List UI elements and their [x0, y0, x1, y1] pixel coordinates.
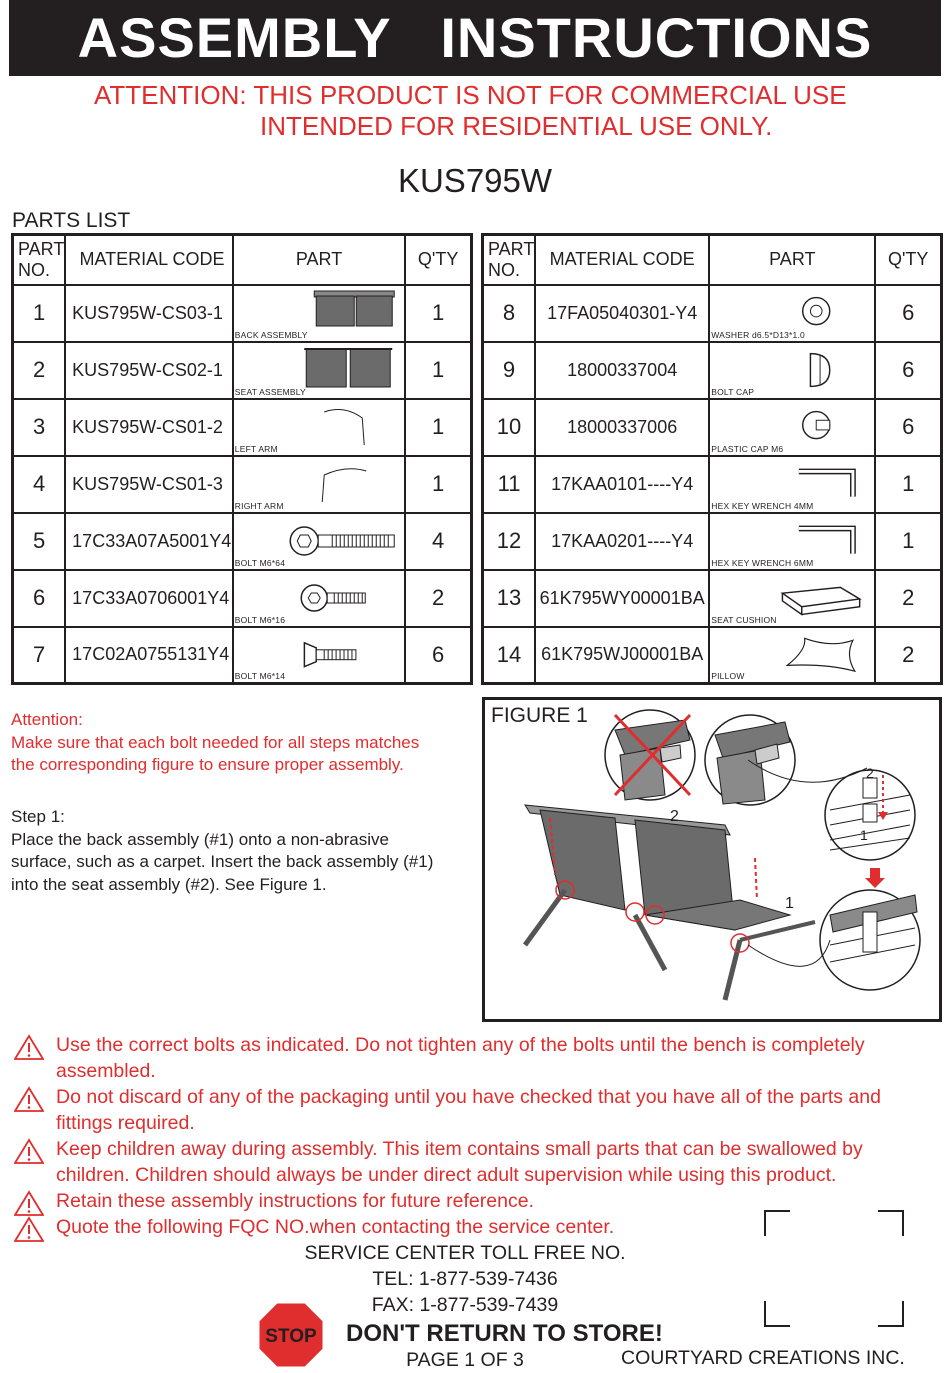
material-code: 17C33A0706001Y4 [65, 570, 233, 627]
warning-triangle-icon [14, 1190, 44, 1216]
warning-line-2: children. Children should always be under direct adult supervision while using this product. [56, 1164, 837, 1186]
step-title: Step 1: [11, 807, 65, 826]
part-no: 2 [13, 342, 66, 399]
part-cell [233, 570, 405, 627]
table-row [483, 285, 942, 342]
warnings-list [14, 1032, 919, 1240]
table-row [13, 570, 472, 627]
figure-title: FIGURE 1 [491, 704, 588, 727]
figure-1 [482, 697, 942, 1022]
part-cell [709, 342, 875, 399]
part-cell [233, 342, 405, 399]
svg-text:1: 1 [860, 827, 868, 843]
quantity: 4 [405, 513, 471, 570]
part-no: 12 [483, 513, 536, 570]
quantity: 6 [875, 399, 941, 456]
warning-line-1: Do not discard of any of the packaging until you have checked that you have all of the parts and [56, 1086, 881, 1108]
warning-item [14, 1136, 919, 1188]
part-no: 8 [483, 285, 536, 342]
material-code: 61K795WY00001BA [535, 570, 709, 627]
service-tel: TEL: 1-877-539-7436 [372, 1268, 558, 1290]
bench-assembly-illustration [485, 700, 942, 1022]
quantity: 2 [875, 570, 941, 627]
part-label: HEX KEY WRENCH 6MM [711, 557, 814, 568]
material-code: KUS795W-CS01-3 [65, 456, 233, 513]
warning-triangle-icon [14, 1216, 44, 1242]
part-no: 14 [483, 627, 536, 684]
part-cell [233, 627, 405, 684]
notice-line-2: the corresponding figure to ensure proper assembly. [11, 755, 404, 774]
inserted-detail-icon [820, 890, 920, 990]
material-code: 17FA05040301-Y4 [535, 285, 709, 342]
callout-2: 2 [670, 808, 679, 825]
wrong-detail-icon [605, 710, 695, 800]
step-line-2: surface, such as a carpet. Insert the back assembly (#1) [11, 852, 434, 871]
material-code: KUS795W-CS02-1 [65, 342, 233, 399]
parts-table-right [481, 233, 943, 685]
callout-1: 1 [785, 895, 794, 912]
part-label: LEFT ARM [234, 443, 278, 454]
part-label: RIGHT ARM [234, 500, 284, 511]
table-row [483, 627, 942, 684]
table-row [13, 285, 472, 342]
material-code: 18000337004 [535, 342, 709, 399]
bench-frame-icon [525, 760, 867, 1000]
table-row [13, 456, 472, 513]
service-fax: FAX: 1-877-539-7439 [371, 1294, 559, 1316]
header-part: PART [709, 235, 875, 285]
service-center: SERVICE CENTER TOLL FREE NO. [304, 1242, 626, 1264]
parts-table-left [11, 233, 473, 685]
company-name: COURTYARD CREATIONS INC. [621, 1347, 905, 1369]
warning-triangle-icon [14, 1138, 44, 1164]
table-row [13, 627, 472, 684]
header-part-no: PART NO. [13, 235, 66, 285]
quantity: 2 [405, 570, 471, 627]
table-row [13, 399, 472, 456]
title-banner: ASSEMBLY INSTRUCTIONS [9, 0, 941, 76]
quantity: 1 [405, 285, 471, 342]
part-cell [233, 513, 405, 570]
part-label: BOLT M6*14 [234, 671, 286, 681]
step-line-3: into the seat assembly (#2). See Figure 1. [11, 874, 327, 894]
quantity: 1 [405, 456, 471, 513]
quantity: 2 [875, 627, 941, 684]
svg-text:2: 2 [866, 765, 874, 781]
material-code: 17C33A07A5001Y4 [65, 513, 233, 570]
table-row [483, 513, 942, 570]
page-number: PAGE 1 OF 3 [406, 1349, 524, 1371]
parts-list-title: PARTS LIST [12, 209, 131, 232]
correct-detail-icon [705, 715, 795, 805]
part-label: BOLT M6*64 [234, 557, 286, 568]
part-label: PILLOW [711, 671, 745, 681]
material-code: 17KAA0101----Y4 [535, 456, 709, 513]
header-part: PART [233, 235, 405, 285]
header-qty: Q'TY [875, 235, 941, 285]
stop-text: STOP [265, 1326, 317, 1347]
notice-line-1: Make sure that each bolt needed for all steps matches [11, 732, 420, 752]
attention-line-1: ATTENTION: THIS PRODUCT IS NOT FOR COMMERCIAL USE [94, 80, 847, 110]
warning-triangle-icon [14, 1034, 44, 1060]
part-label: SEAT ASSEMBLY [234, 386, 306, 397]
table-row [483, 570, 942, 627]
quantity: 6 [405, 627, 471, 684]
part-no: 3 [13, 399, 66, 456]
table-row [483, 342, 942, 399]
step-line-1: Place the back assembly (#1) onto a non-abrasive [11, 829, 389, 849]
part-no: 4 [13, 456, 66, 513]
part-label: HEX KEY WRENCH 4MM [711, 500, 814, 511]
header-material-code: MATERIAL CODE [65, 235, 233, 285]
part-no: 10 [483, 399, 536, 456]
part-no: 5 [13, 513, 66, 570]
part-cell [709, 399, 875, 456]
arrow-down-icon [865, 868, 885, 888]
header-part-no: PART NO. [483, 235, 536, 285]
warning-line-1: Quote the following FQC NO.when contacting the service center. [56, 1216, 615, 1238]
dont-return-notice: DON'T RETURN TO STORE! [346, 1320, 663, 1347]
part-label: SEAT CUSHION [711, 614, 777, 625]
quantity: 1 [405, 399, 471, 456]
warning-line-2: fittings required. [56, 1112, 195, 1134]
step-1 [11, 806, 476, 896]
part-no: 9 [483, 342, 536, 399]
warning-item [14, 1084, 919, 1136]
quantity: 1 [405, 342, 471, 399]
quantity: 6 [875, 342, 941, 399]
part-cell [709, 285, 875, 342]
quantity: 6 [875, 285, 941, 342]
material-code: 17C02A0755131Y4 [65, 627, 233, 684]
table-row [483, 399, 942, 456]
attention-notice [11, 709, 419, 777]
fqc-corner-top-left [764, 1210, 790, 1236]
part-label: BOLT M6*16 [234, 614, 286, 625]
part-no: 1 [13, 285, 66, 342]
model-number: KUS795W [397, 162, 553, 199]
material-code: 61K795WJ00001BA [535, 627, 709, 684]
part-cell [709, 456, 875, 513]
part-label: WASHER d6.5*D13*1.0 [711, 329, 805, 340]
material-code: 17KAA0201----Y4 [535, 513, 709, 570]
header-qty: Q'TY [405, 235, 471, 285]
warning-line-2: assembled. [56, 1060, 156, 1082]
quantity: 1 [875, 456, 941, 513]
notice-title: Attention: [11, 710, 83, 729]
part-cell [233, 399, 405, 456]
table-row [13, 513, 472, 570]
warning-line-1: Keep children away during assembly. This item contains small parts that can be swallowed by [56, 1138, 863, 1160]
header-material-code: MATERIAL CODE [535, 235, 709, 285]
part-cell [233, 285, 405, 342]
part-cell [709, 570, 875, 627]
material-code: 18000337006 [535, 399, 709, 456]
material-code: KUS795W-CS03-1 [65, 285, 233, 342]
warning-item [14, 1032, 919, 1084]
attention-line-2: INTENDED FOR RESIDENTIAL USE ONLY. [260, 111, 773, 141]
part-no: 6 [13, 570, 66, 627]
part-cell [233, 456, 405, 513]
quantity: 1 [875, 513, 941, 570]
material-code: KUS795W-CS01-2 [65, 399, 233, 456]
warning-triangle-icon [14, 1086, 44, 1112]
part-cell [709, 627, 875, 684]
part-no: 7 [13, 627, 66, 684]
table-row [483, 456, 942, 513]
warning-line-1: Use the correct bolts as indicated. Do not tighten any of the bolts until the bench is completely [56, 1034, 865, 1056]
part-label: PLASTIC CAP M6 [711, 443, 784, 454]
part-no: 11 [483, 456, 536, 513]
warning-line-1: Retain these assembly instructions for future reference. [56, 1190, 534, 1212]
table-row [13, 342, 472, 399]
part-label: BACK ASSEMBLY [234, 329, 308, 340]
fqc-corner-top-right [878, 1210, 904, 1236]
part-cell [709, 513, 875, 570]
part-no: 13 [483, 570, 536, 627]
part-label: BOLT CAP [711, 386, 755, 397]
